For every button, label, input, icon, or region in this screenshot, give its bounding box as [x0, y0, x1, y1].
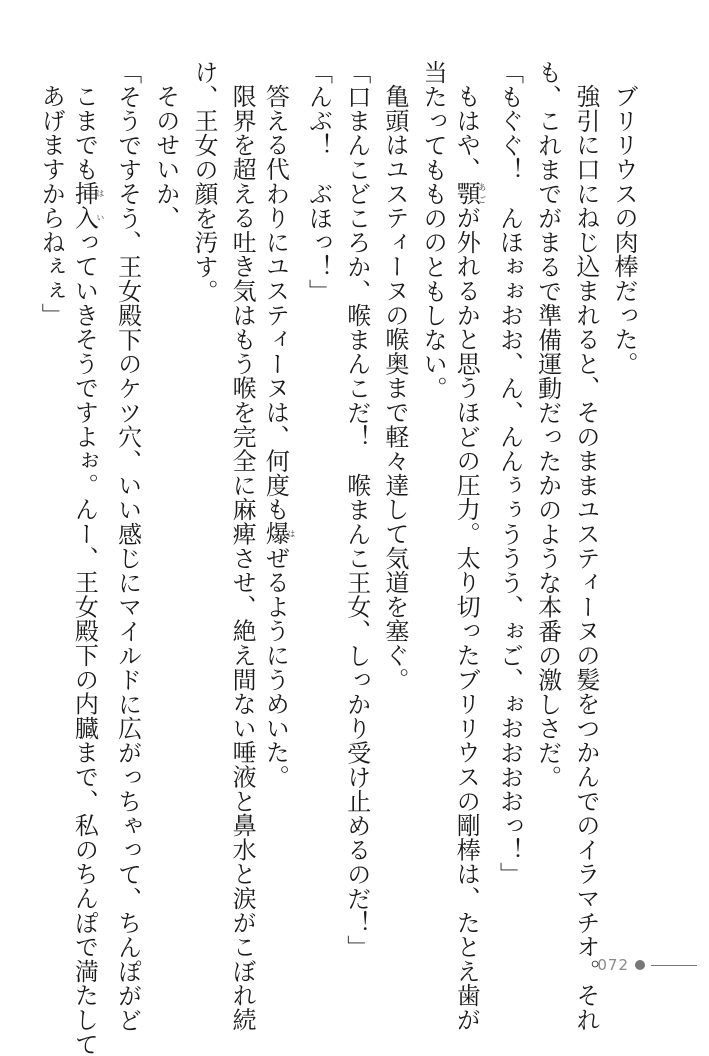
ruby-annotation: [70, 181, 105, 230]
ruby-text: は: [286, 521, 296, 546]
text-line-with-ruby: [452, 60, 487, 1032]
page-number: 072: [597, 956, 629, 974]
text-line-with-ruby: [70, 60, 105, 1056]
text-line: 「もぐぐ！ んほぉぉおお、ん、んんぅぅううう、ぉご、ぉおおおおっ！」: [495, 60, 524, 887]
text-line: 「口まんこどころか、喉まんこだ！ 喉まんこ王女、しっかり受け止めるのだ！」: [342, 60, 371, 960]
text-line: 亀頭はユスティーヌの喉奥まで軽々達して気道を塞ぐ。: [380, 84, 409, 692]
text-line: け、王女の顔を汚す。: [189, 60, 218, 303]
ruby-base: 顎: [452, 181, 481, 206]
text-segment: こまでも: [70, 84, 99, 182]
text-line: 強引に口にねじ込まれると、そのままユスティーヌの髪をつかんでのイラマチオ。それ: [571, 84, 600, 1032]
ruby-text: はい: [95, 181, 105, 230]
text-segment: ぜるようにうめいた。: [261, 545, 290, 789]
ruby-annotation: [261, 521, 296, 546]
text-line: ブリリウスの肉棒だった。: [610, 84, 638, 376]
text-segment: もはや、: [452, 84, 481, 182]
text-segment: 答える代わりにユスティーヌは、何度も: [261, 84, 290, 522]
text-line-with-ruby: [261, 60, 296, 960]
ruby-annotation: [452, 181, 487, 206]
text-line: も、これまでがまるで準備運動だったかのような本番の激しさだ。: [533, 60, 562, 789]
ruby-text: あご: [477, 181, 487, 206]
page-marker-dot: [635, 960, 645, 970]
text-line: 「んぶ！ ぶほっ！」: [304, 60, 333, 303]
text-line: 「そうですそう、王女殿下のケツ穴、いい感じにマイルドに広がっちゃって、ちんぽがど: [113, 60, 142, 1032]
text-line: 当たってももののともしない。: [419, 60, 448, 401]
page-footer: [597, 956, 697, 974]
ruby-base: 爆: [261, 521, 290, 546]
page-marker-line: [651, 965, 697, 966]
text-line: 限界を超える吐き気はもう喉を完全に麻痺させ、絶え間ない唾液と鼻水と涙がこぼれ続: [228, 84, 257, 1032]
text-line: そのせいか、: [151, 84, 180, 230]
text-line: あげますからねぇぇ」: [37, 84, 66, 327]
text-segment: が外れるかと思うほどの圧力。太り切ったブリリウスの剛棒は、たとえ歯が: [452, 205, 481, 1032]
text-segment: っていきそうですよぉ。んー、王女殿下の内臓まで、私のちんぽで満たして: [70, 229, 99, 1056]
ruby-base: 挿入: [70, 181, 99, 230]
